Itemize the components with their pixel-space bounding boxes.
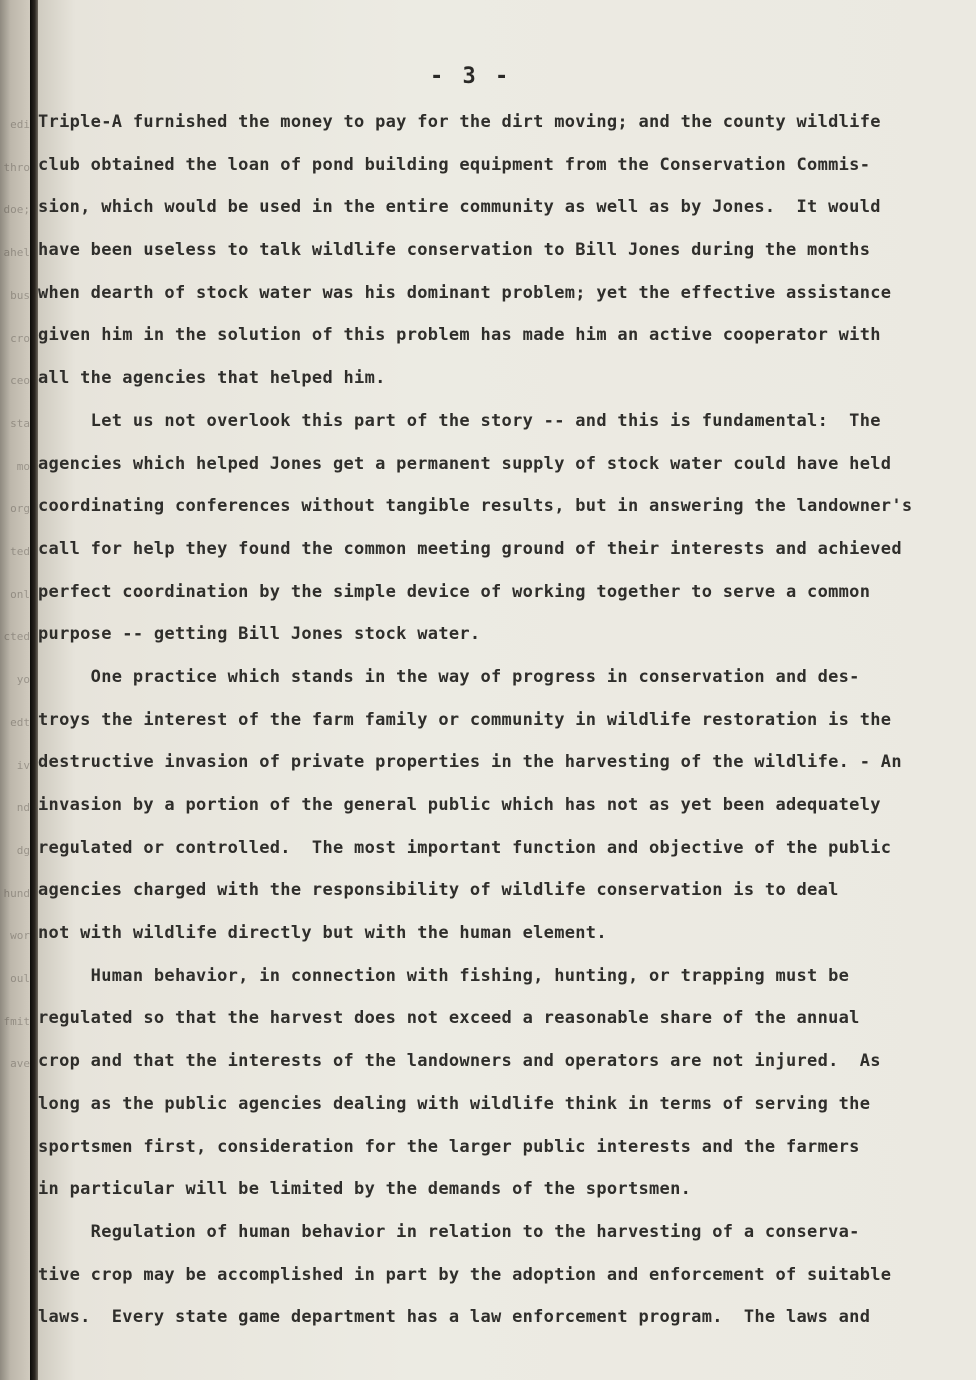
text-line: call for help they found the common meeting ground of their interests and achieved — [38, 538, 902, 559]
facing-page-text-fragment: ave — [10, 1057, 30, 1071]
text-line: agencies charged with the responsibility of wildlife conservation is to deal — [38, 880, 839, 901]
text-line: sion, which would be used in the entire community as well as by Jones. It would — [38, 197, 881, 218]
text-line: destructive invasion of private properties in the harvesting of the wildlife. - An — [38, 752, 902, 773]
text-line: coordinating conferences without tangible results, but in answering the landowner's — [38, 496, 913, 517]
facing-page-text-fragment: nd — [16, 801, 30, 815]
text-line: regulated or controlled. The most important function and objective of the public — [38, 837, 892, 858]
text-line: crop and that the interests of the landowners and operators are not injured. As — [38, 1051, 881, 1072]
facing-page-text-fragment: ted — [10, 545, 30, 558]
facing-page-text-fragment: cted — [3, 630, 30, 644]
text-line: have been useless to talk wildlife conservation to Bill Jones during the months — [38, 240, 871, 261]
typewritten-page — [38, 0, 976, 1380]
facing-page-text-fragment: thro — [3, 160, 30, 174]
text-line: One practice which stands in the way of progress in conservation and des- — [38, 666, 860, 687]
binding-gutter — [30, 0, 38, 1380]
text-line: laws. Every state game department has a law enforcement program. The laws and — [38, 1307, 871, 1328]
text-line: club obtained the loan of pond building equipment from the Conservation Commis- — [38, 154, 871, 175]
facing-page-text-fragment: doe; — [3, 203, 30, 217]
page-number: - 3 - — [430, 64, 512, 89]
text-line: invasion by a portion of the general public which has not as yet been adequately — [38, 795, 881, 815]
text-line: agencies which helped Jones get a permanent supply of stock water could have held — [38, 453, 892, 474]
text-line: when dearth of stock water was his dominant problem; yet the effective assistance — [38, 282, 892, 303]
facing-page-text-fragment: wor — [10, 929, 30, 943]
text-line: Triple-A furnished the money to pay for the dirt moving; and the county wildlife — [38, 112, 881, 132]
text-line: long as the public agencies dealing with wildlife think in terms of serving the — [38, 1093, 871, 1114]
facing-page-text-fragment: ceo — [10, 374, 30, 388]
text-line: perfect coordination by the simple device of working together to serve a common — [38, 581, 871, 602]
facing-page-text-fragment: dg — [16, 843, 30, 857]
facing-page-text-fragment: yo — [16, 673, 30, 687]
text-line: in particular will be limited by the demands of the sportsmen. — [38, 1179, 692, 1200]
facing-page-text-fragment: iv — [16, 758, 30, 772]
text-line: purpose -- getting Bill Jones stock water. — [38, 624, 481, 645]
text-line: not with wildlife directly but with the human element. — [38, 923, 607, 944]
facing-page-text-fragment: org — [10, 502, 30, 516]
facing-page-text-fragment: edi — [10, 118, 30, 131]
text-line: regulated so that the harvest does not exceed a reasonable share of the annual — [38, 1008, 860, 1029]
facing-page-text-fragment: hund — [3, 886, 30, 900]
page-body — [38, 107, 968, 1345]
text-line: tive crop may be accomplished in part by the adoption and enforcement of suitable — [38, 1264, 892, 1285]
text-line: Let us not overlook this part of the story -- and this is fundamental: The — [38, 410, 881, 431]
facing-page-text-fragment: oul — [10, 972, 30, 985]
text-line: Regulation of human behavior in relation to the harvesting of a conserva- — [38, 1221, 860, 1242]
facing-page-text-fragment: fmit — [3, 1014, 30, 1028]
text-line: sportsmen first, consideration for the larger public interests and the farmers — [38, 1136, 860, 1157]
facing-page-text-fragment: edt — [10, 715, 30, 729]
facing-page-edge — [0, 0, 30, 1380]
facing-page-text-fragment: ahel — [3, 246, 30, 260]
facing-page-text-fragment: sta — [10, 416, 30, 430]
text-line: given him in the solution of this problem has made him an active cooperator with — [38, 325, 881, 346]
facing-page-text-fragment: mo — [16, 459, 30, 473]
facing-page-text-fragment: bus — [10, 288, 30, 302]
text-line: troys the interest of the farm family or community in wildlife restoration is the — [38, 709, 892, 730]
text-line: Human behavior, in connection with fishing, hunting, or trapping must be — [38, 965, 850, 986]
text-line: all the agencies that helped him. — [38, 368, 386, 389]
facing-page-text-fragment: onl — [10, 587, 30, 601]
facing-page-text-fragment: cro — [10, 331, 30, 345]
